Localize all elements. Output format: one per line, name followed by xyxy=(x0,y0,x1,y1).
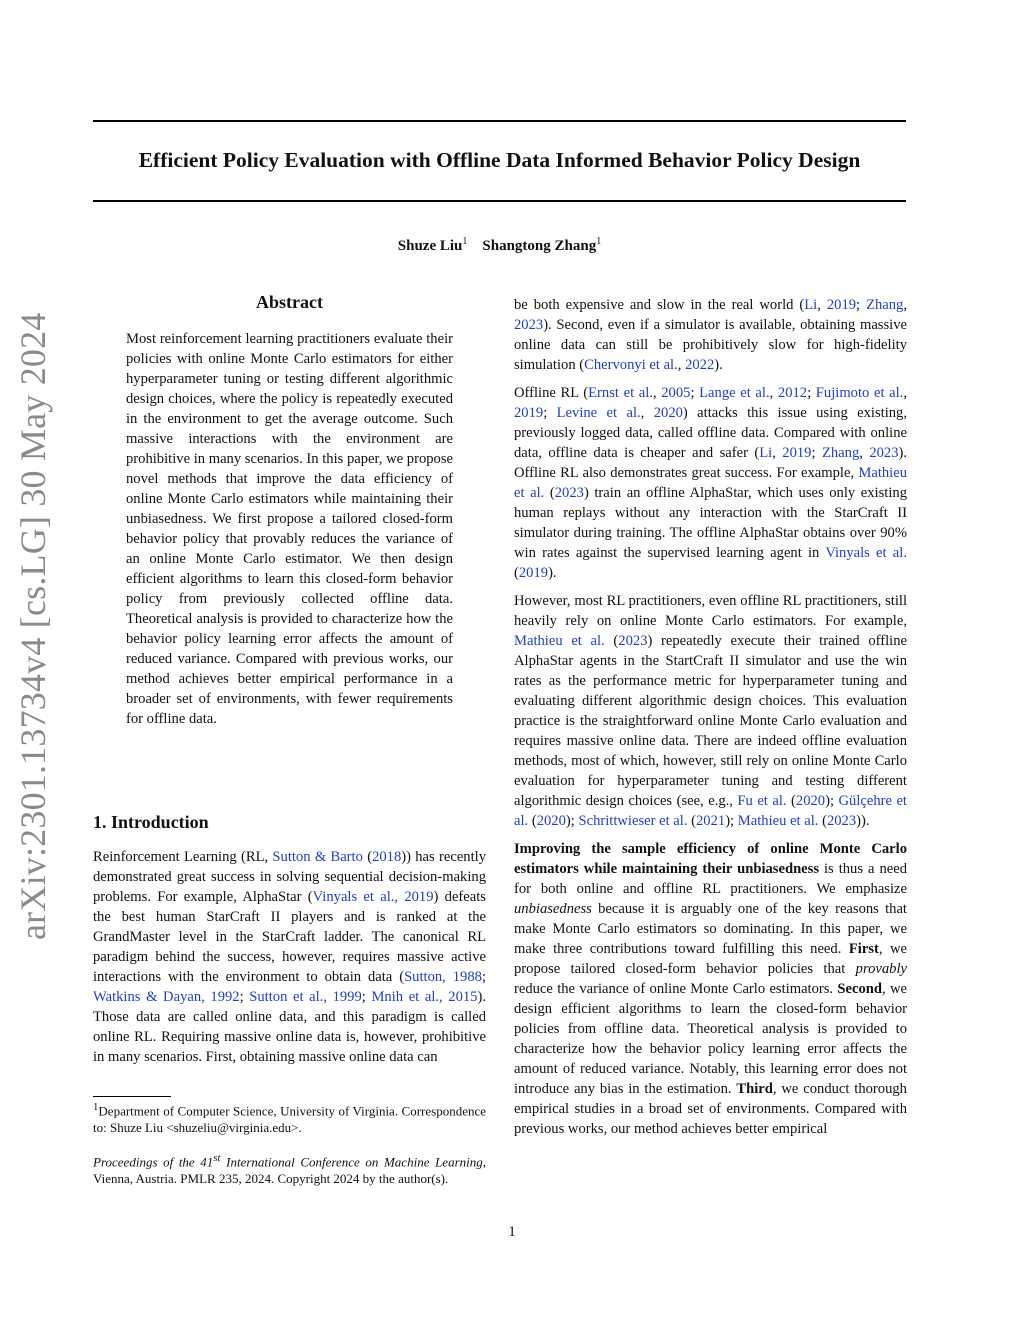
body-text: be both expensive and slow in the real world ( xyxy=(514,297,805,313)
citation-link[interactable]: 2023 xyxy=(554,485,584,501)
page-number: 1 xyxy=(508,1224,516,1240)
body-text: , xyxy=(769,385,778,401)
body-text: ). Second, even if a simulator is available, obtaining massive online data can still be prohibitively slow for high-fidelity simulation ( xyxy=(514,317,907,373)
body-text: ( xyxy=(362,849,373,865)
paragraph xyxy=(514,839,907,1139)
citation-link[interactable]: 2012 xyxy=(777,385,808,401)
body-text: ( xyxy=(528,813,537,829)
citation-link[interactable]: 2023 xyxy=(869,445,899,461)
italic-text: provably xyxy=(855,961,907,977)
citation-link[interactable]: Levine et al. xyxy=(556,405,641,421)
citation-link[interactable]: Fu et al. xyxy=(737,793,787,809)
body-text: ; xyxy=(690,385,700,401)
paper-title: Efficient Policy Evaluation with Offline Data Informed Behavior Policy Design xyxy=(138,148,861,172)
citation-link[interactable]: 2019 xyxy=(518,565,549,581)
body-text: ( xyxy=(818,813,827,829)
body-text: )) has recently demonstrated great success in solving sequential decision-making problems. For example, AlphaStar ( xyxy=(93,849,487,905)
ordinal-suffix: st xyxy=(213,1152,221,1164)
citation-link[interactable]: 2020 xyxy=(536,813,566,829)
body-text: ) defeats the best human StarCraft II players and is ranked at the GrandMaster level in the StarCraft ladder. The canonical RL paradigm behind the success, however, requires massive active interactions with the environment to obtain data ( xyxy=(93,889,486,985)
title-bottom-rule xyxy=(93,200,906,202)
citation-link[interactable]: 2022 xyxy=(685,357,715,373)
citation-link[interactable]: Mathieu et al. xyxy=(514,465,907,501)
citation-link[interactable]: Mnih et al., 2015 xyxy=(371,989,478,1005)
citation-link[interactable]: Li xyxy=(804,297,818,313)
body-text: , xyxy=(677,357,686,373)
body-text: , we conduct thorough empirical studies in a broad set of environments. Compared with previous works, our method achieves better empirical xyxy=(514,1081,907,1137)
body-text: ; xyxy=(481,969,486,985)
citation-link[interactable]: 2023 xyxy=(514,317,544,333)
body-text: ( xyxy=(514,565,519,581)
body-text: , xyxy=(817,297,827,313)
body-text: ( xyxy=(544,485,555,501)
affiliation-footnote xyxy=(93,1099,486,1136)
author-name: Shangtong Zhang xyxy=(482,238,597,254)
citation-link[interactable]: Ernst et al. xyxy=(588,385,653,401)
paragraph xyxy=(514,383,907,583)
body-text: , we propose tailored closed-form behavior policies that xyxy=(514,941,907,977)
body-text: However, most RL practitioners, even offline RL practitioners, still heavily rely on online Monte Carlo estimators. For example, xyxy=(514,593,907,629)
citation-link[interactable]: 2021 xyxy=(696,813,726,829)
body-text: reduce the variance of online Monte Carlo estimators. xyxy=(514,981,838,997)
citation-link[interactable]: 2019 xyxy=(826,297,857,313)
body-text: ; xyxy=(811,445,822,461)
proceedings-details: , Vienna, Austria. PMLR 235, 2024. Copyright 2024 by the author(s). xyxy=(93,1154,486,1187)
italic-text: unbiasedness xyxy=(514,901,592,917)
citation-link[interactable]: Zhang xyxy=(866,297,904,313)
citation-link[interactable]: 2018 xyxy=(372,849,402,865)
bold-text: Improving the sample efficiency of online Monte Carlo estimators while maintaining their unbiasedness xyxy=(514,841,907,877)
paragraph xyxy=(514,295,907,375)
body-text: , xyxy=(640,405,654,421)
body-text: ; xyxy=(361,989,372,1005)
citation-link[interactable]: Watkins & Dayan, 1992 xyxy=(93,989,240,1005)
bold-text: First xyxy=(848,941,879,957)
abstract-heading: Abstract xyxy=(256,292,323,312)
author-name: Shuze Liu xyxy=(397,238,463,254)
body-text: ). xyxy=(714,357,723,373)
body-text: ). Offline RL also demonstrates great success. For example, xyxy=(514,445,908,481)
body-text: ); xyxy=(565,813,579,829)
body-text: ; xyxy=(239,989,250,1005)
arxiv-watermark: arXiv:2301.13734v4 [cs.LG] 30 May 2024 xyxy=(13,312,53,940)
body-text: )). xyxy=(856,813,870,829)
conference-name: International Conference on Machine Learning xyxy=(220,1154,483,1170)
footnote-text: Department of Computer Science, University of Virginia. Correspondence to: Shuze Liu <shuzeliu@virginia.edu>. xyxy=(93,1103,486,1136)
footnote-rule xyxy=(93,1096,171,1097)
bold-text: Second xyxy=(837,981,882,997)
citation-link[interactable]: 2020 xyxy=(653,405,683,421)
body-text: is thus a need for both online and offline RL practitioners. We emphasize xyxy=(514,861,907,897)
citation-link[interactable]: Gülçehre et al. xyxy=(514,793,907,829)
citation-link[interactable]: Sutton, 1988 xyxy=(404,969,482,985)
citation-link[interactable]: Schrittwieser et al. xyxy=(578,813,688,829)
body-text: ; xyxy=(856,297,867,313)
body-text: Offline RL ( xyxy=(514,385,589,401)
citation-link[interactable]: Chervonyi et al. xyxy=(584,357,678,373)
body-text: , xyxy=(772,445,783,461)
author-affiliation-mark: 1 xyxy=(462,236,468,247)
body-text: ) attacks this issue using existing, previously logged data, called offline data. Compared with online data, offline data is cheaper and safer ( xyxy=(514,405,908,461)
top-rule xyxy=(93,120,906,122)
citation-link[interactable]: 2019 xyxy=(782,445,812,461)
body-text: because it is arguably one of the key reasons that make Monte Carlo estimators so dominating. In this paper, we make three contributions toward fulfilling this need. xyxy=(514,901,907,957)
citation-link[interactable]: Mathieu et al. xyxy=(737,813,819,829)
abstract-text: Most reinforcement learning practitioners evaluate their policies with online Monte Carlo estimators for either hyperparameter tuning or testing different algorithmic design choices, where the policy is repeatedly executed in the environment to get the average outcome. Such massive interactions with the environment are prohibitive in many scenarios. In this paper, we propose novel methods that improve the data efficiency of online Monte Carlo estimators while maintaining their unbiasedness. We first propose a tailored closed-form behavior policy that provably reduces the variance of an online Monte Carlo estimator. We then design efficient algorithms to learn this closed-form behavior policy from previously collected offline data. Theoretical analysis is provided to characterize how the behavior policy learning error affects the amount of reduced variance. Compared with previous works, our method achieves better empirical performance in a broader set of environments, with fewer requirements for offline data. xyxy=(126,331,453,727)
citation-link[interactable]: 2019 xyxy=(514,405,544,421)
paragraph xyxy=(514,591,907,831)
body-text: ) train an offline AlphaStar, which uses only existing human replays without any interaction with the StarCraft II simulator during training. The offline AlphaStar obtains over 90% win rates against the supervised learning agent in xyxy=(514,485,907,561)
author-affiliation-mark: 1 xyxy=(596,236,602,247)
citation-link[interactable]: Zhang xyxy=(821,445,860,461)
body-text: ) repeatedly execute their trained offline AlphaStar agents in the StartCraft II simulator and use the win rates as the performance metric for hyperparameter tuning and evaluating different algorithmic design choices. This evaluation practice is the straightforward online Monte Carlo evaluation and requires massive online data. There are indeed offline evaluation methods, most of which, however, still rely on online Monte Carlo evaluation for hyperparameter tuning and testing different algorithmic design choices (see, e.g., xyxy=(514,633,908,809)
bold-text: Third xyxy=(736,1081,773,1097)
body-text: ); xyxy=(725,813,738,829)
introduction-paragraph xyxy=(93,847,486,1067)
citation-link[interactable]: 2023 xyxy=(618,633,648,649)
proceedings-note xyxy=(93,1150,486,1187)
citation-link[interactable]: 2023 xyxy=(826,813,857,829)
citation-link[interactable]: Sutton & Barto xyxy=(272,849,363,865)
body-text: ( xyxy=(687,813,696,829)
section-heading: 1. Introduction xyxy=(93,812,209,832)
citation-link[interactable]: Mathieu et al. xyxy=(514,633,605,649)
body-text: ); xyxy=(825,793,839,809)
citation-link[interactable]: Sutton et al., 1999 xyxy=(249,989,362,1005)
body-text: ( xyxy=(604,633,619,649)
body-text: , we design efficient algorithms to learn the closed-form behavior policies from offline data. Theoretical analysis is provided to characterize how the behavior policy learning error affects the amount of reduced variance. Notably, this learning error does not introduce any bias in the estimation. xyxy=(514,981,907,1097)
citation-link[interactable]: Vinyals et al. xyxy=(825,545,907,561)
body-text: ; xyxy=(807,385,816,401)
body-text: ). xyxy=(548,565,557,581)
body-text: , xyxy=(903,385,907,401)
conference-number: 41 xyxy=(200,1154,214,1170)
author-list xyxy=(93,236,906,255)
citation-link[interactable]: 2005 xyxy=(661,385,691,401)
citation-link[interactable]: Li xyxy=(759,445,773,461)
body-text: ). Those data are called online data, and this paradigm is called online RL. Requiring massive online data is, however, prohibitive in many scenarios. First, obtaining massive online data can xyxy=(93,989,486,1065)
citation-link[interactable]: 2020 xyxy=(795,793,826,809)
body-text: , xyxy=(903,297,908,313)
body-text: , xyxy=(652,385,662,401)
proceedings-prefix: Proceedings of the xyxy=(93,1154,201,1170)
right-column xyxy=(514,295,907,1147)
body-text: ( xyxy=(786,793,796,809)
citation-link[interactable]: Fujimoto et al. xyxy=(815,385,904,401)
citation-link[interactable]: Lange et al. xyxy=(699,385,770,401)
body-text: ; xyxy=(543,405,557,421)
citation-link[interactable]: Vinyals et al., 2019 xyxy=(312,889,434,905)
footnote-mark: 1 xyxy=(93,1101,99,1113)
body-text: , xyxy=(859,445,870,461)
body-text: Reinforcement Learning (RL, xyxy=(93,849,273,865)
